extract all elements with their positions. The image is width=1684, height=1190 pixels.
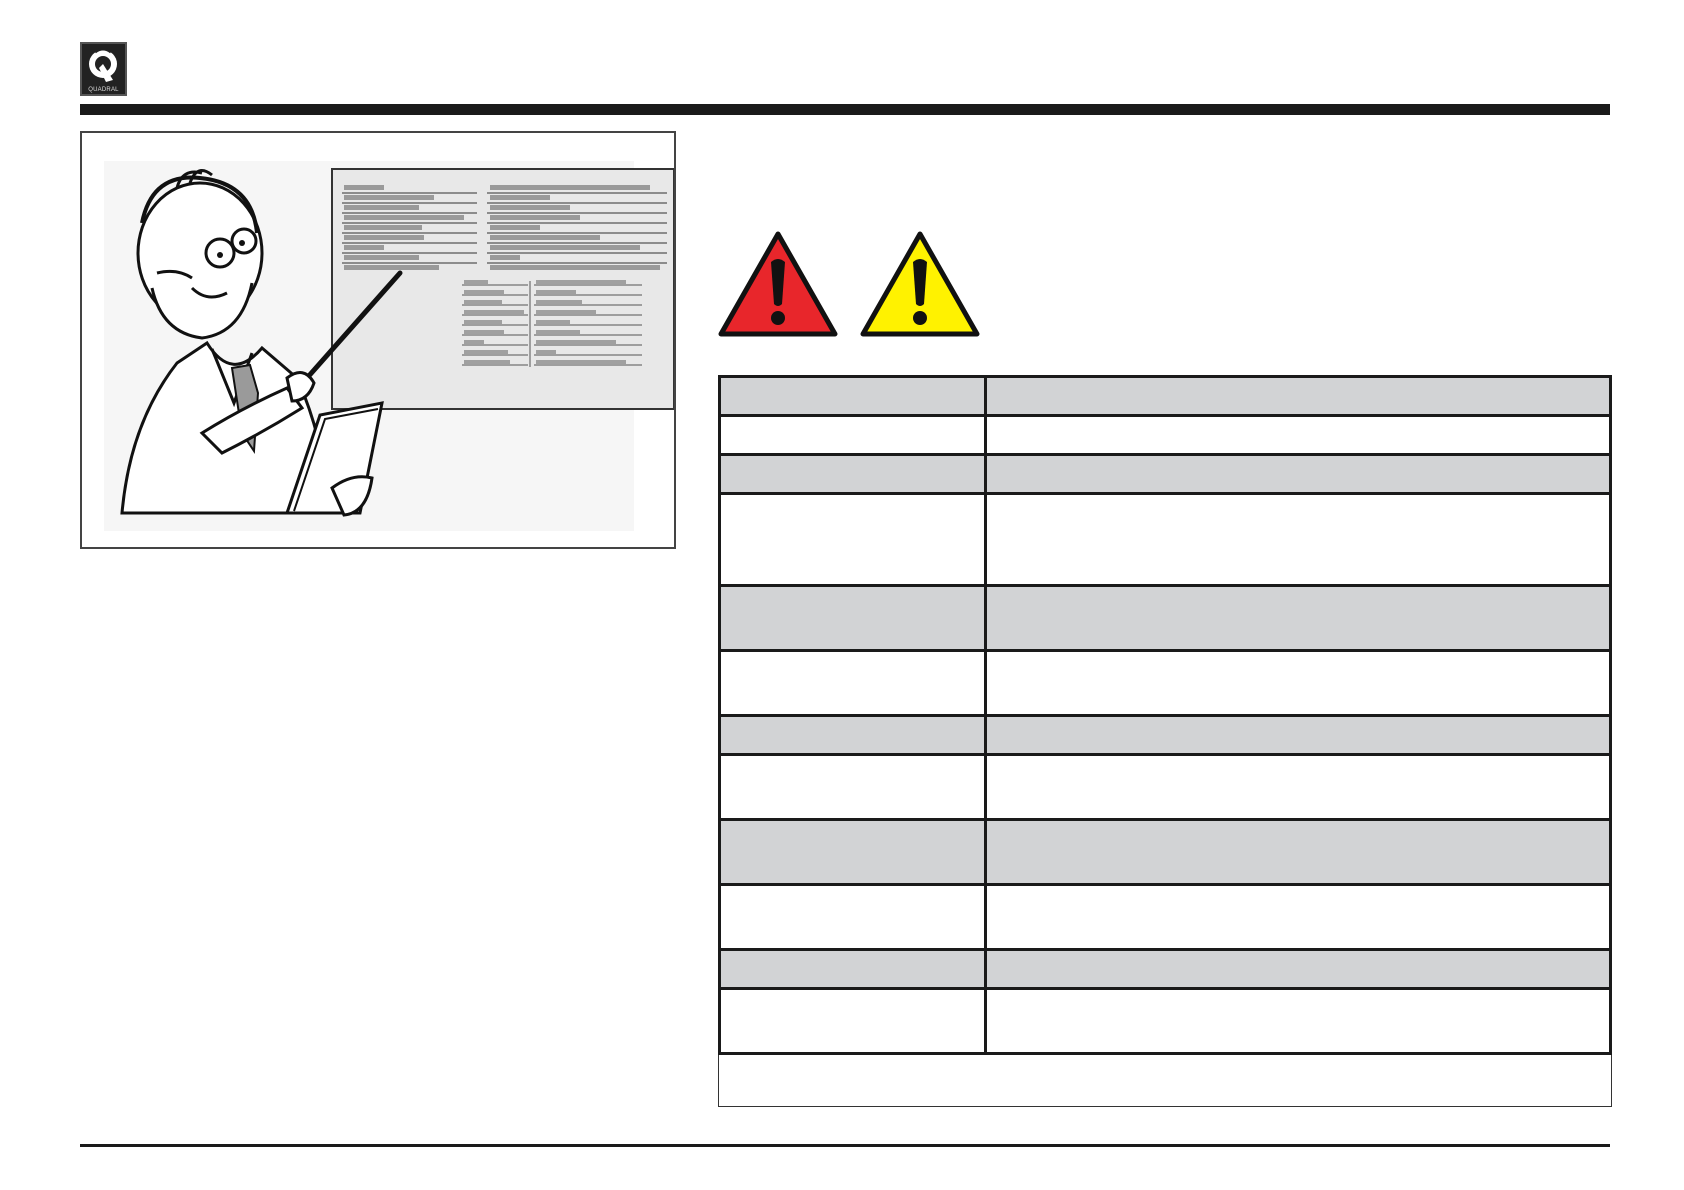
table-cell-value (986, 651, 1611, 716)
table-cell-label (720, 885, 986, 950)
table-cell-value (986, 716, 1611, 755)
table-cell-value (986, 494, 1611, 586)
table-cell-value (986, 989, 1611, 1054)
red-warning-triangle-icon (716, 228, 840, 340)
brand-logo (80, 42, 127, 96)
professor-pointing-at-board-image (82, 133, 674, 547)
table-row (720, 820, 1611, 885)
specifications-table (718, 375, 1612, 1055)
table-row (720, 416, 1611, 455)
table-cell-label (720, 820, 986, 885)
table-cell-value (986, 416, 1611, 455)
table-footnote (718, 1055, 1612, 1107)
table-row (720, 455, 1611, 494)
table-header-row (720, 377, 1611, 416)
footer-rule (80, 1144, 1610, 1147)
logo-wordmark: QUADRAL (88, 87, 119, 93)
table-cell-label (720, 950, 986, 989)
table-cell-value (986, 755, 1611, 820)
table-cell-label (720, 755, 986, 820)
table-cell-label (720, 494, 986, 586)
table-row (720, 755, 1611, 820)
table-cell-label (720, 586, 986, 651)
table-cell-label (720, 716, 986, 755)
table-row (720, 651, 1611, 716)
table-cell-value (986, 455, 1611, 494)
table-cell-label (720, 651, 986, 716)
table-row (720, 950, 1611, 989)
table-cell-label (720, 416, 986, 455)
presenter-illustration (80, 131, 676, 549)
table-cell-value (986, 586, 1611, 651)
table-cell-label (720, 377, 986, 416)
table-row (720, 586, 1611, 651)
table-cell-value (986, 885, 1611, 950)
table-cell-label (720, 455, 986, 494)
table-cell-label (720, 989, 986, 1054)
table-row (720, 716, 1611, 755)
yellow-warning-triangle-icon (858, 228, 982, 340)
table-row (720, 494, 1611, 586)
table-row (720, 885, 1611, 950)
warning-icons (716, 228, 986, 340)
table-cell-value (986, 377, 1611, 416)
header-rule (80, 104, 1610, 115)
table-cell-value (986, 950, 1611, 989)
table-row (720, 989, 1611, 1054)
table-cell-value (986, 820, 1611, 885)
